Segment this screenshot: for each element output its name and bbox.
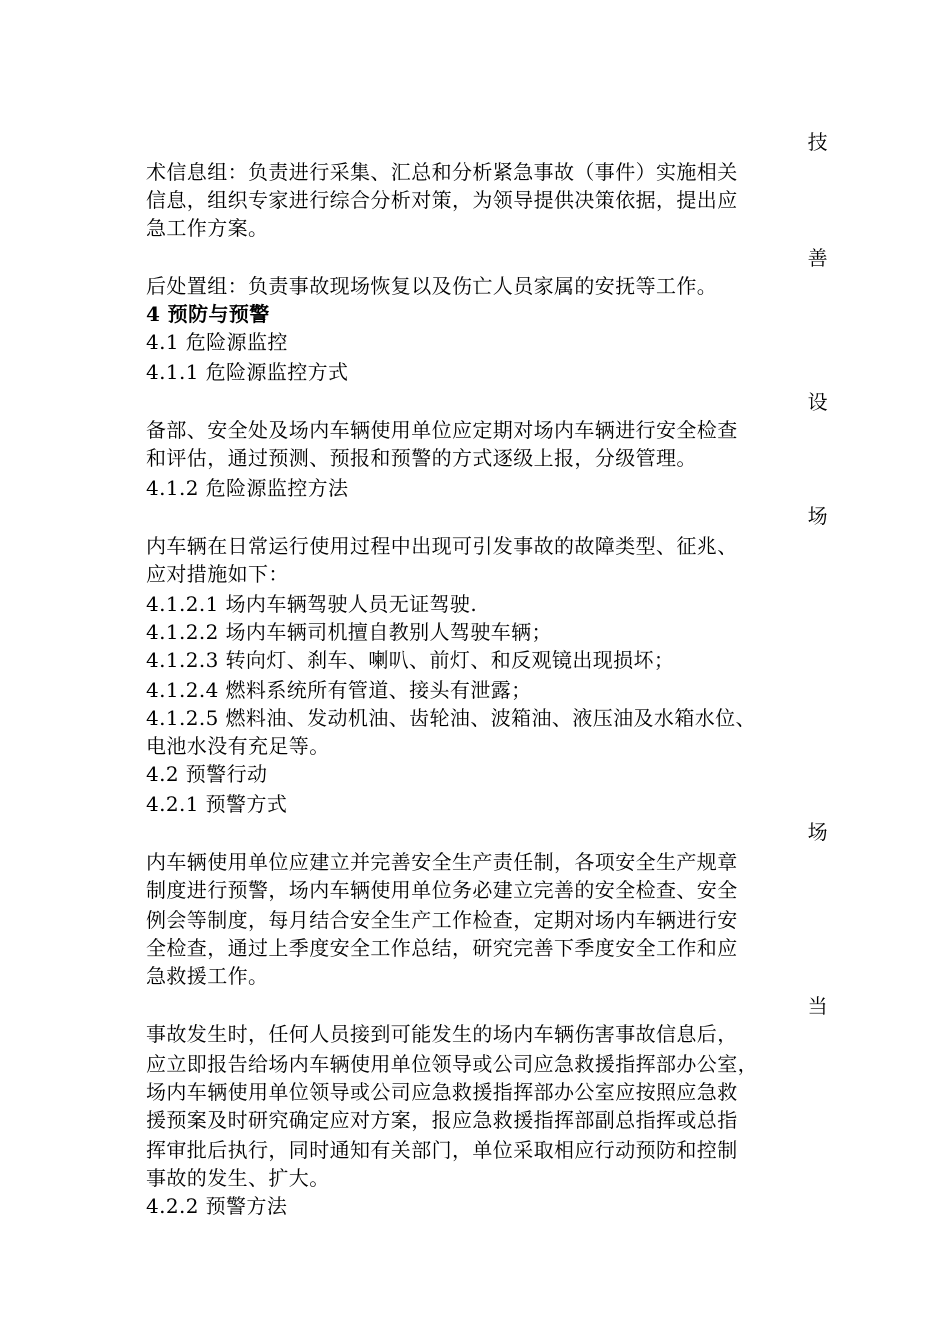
paragraph-lead-char: 场 — [807, 820, 828, 844]
text-line: 事故的发生、扩大。 — [146, 1166, 330, 1190]
paragraph-lead-char: 场 — [807, 504, 828, 528]
text-line: 内车辆使用单位应建立并完善安全生产责任制，各项安全生产规章 — [146, 850, 738, 874]
text-line: 制度进行预警，场内车辆使用单位务必建立完善的安全检查、安全 — [146, 878, 738, 902]
list-item: 4.1.2.2 场内车辆司机擅自教别人驾驶车辆； — [146, 620, 552, 644]
subsection-heading: 4.2.2 预警方法 — [146, 1194, 288, 1218]
paragraph-lead-char: 设 — [807, 390, 828, 414]
text-line: 急工作方案。 — [146, 216, 269, 240]
list-item: 4.1.2.3 转向灯、刹车、喇叭、前灯、和反观镜出现损坏； — [146, 648, 675, 672]
text-line: 例会等制度，每月结合安全生产工作检查，定期对场内车辆进行安 — [146, 908, 738, 932]
paragraph-lead-char: 当 — [807, 994, 828, 1018]
list-item: 4.1.2.4 燃料系统所有管道、接头有泄露； — [146, 678, 532, 702]
text-line: 场内车辆使用单位领导或公司应急救援指挥部办公室应按照应急救 — [146, 1080, 738, 1104]
text-line: 应对措施如下： — [146, 562, 289, 586]
text-line: 挥审批后执行，同时通知有关部门，单位采取相应行动预防和控制 — [146, 1138, 738, 1162]
text-line: 援预案及时研究确定应对方案，报应急救援指挥部副总指挥或总指 — [146, 1108, 738, 1132]
text-line: 事故发生时，任何人员接到可能发生的场内车辆伤害事故信息后， — [146, 1022, 738, 1046]
subsection-heading: 4.1 危险源监控 — [146, 330, 288, 354]
subsection-heading: 4.1.1 危险源监控方式 — [146, 360, 349, 384]
list-item: 4.1.2.5 燃料油、发动机油、齿轮油、波箱油、液压油及水箱水位、 — [146, 706, 756, 730]
document-page — [146, 0, 836, 1344]
text-line: 和评估，通过预测、预报和预警的方式逐级上报，分级管理。 — [146, 446, 697, 470]
text-line: 急救援工作。 — [146, 964, 269, 988]
text-line: 后处置组：负责事故现场恢复以及伤亡人员家属的安抚等工作。 — [146, 274, 718, 298]
subsection-heading: 4.1.2 危险源监控方法 — [146, 476, 349, 500]
text-line: 信息，组织专家进行综合分析对策，为领导提供决策依据，提出应 — [146, 188, 738, 212]
text-line: 术信息组：负责进行采集、汇总和分析紧急事故（事件）实施相关 — [146, 160, 738, 184]
text-line: 备部、安全处及场内车辆使用单位应定期对场内车辆进行安全检查 — [146, 418, 738, 442]
text-line: 内车辆在日常运行使用过程中出现可引发事故的故障类型、征兆、 — [146, 534, 738, 558]
list-item: 4.1.2.1 场内车辆驾驶人员无证驾驶. — [146, 592, 478, 616]
subsection-heading: 4.2 预警行动 — [146, 762, 268, 786]
text-line: 全检查，通过上季度安全工作总结，研究完善下季度安全工作和应 — [146, 936, 738, 960]
section-heading: 4 预防与预警 — [146, 302, 270, 326]
text-line: 电池水没有充足等。 — [146, 734, 330, 758]
text-line: 应立即报告给场内车辆使用单位领导或公司应急救援指挥部办公室， — [146, 1052, 758, 1076]
subsection-heading: 4.2.1 预警方式 — [146, 792, 288, 816]
paragraph-lead-char: 技 — [807, 130, 828, 154]
paragraph-lead-char: 善 — [807, 246, 828, 270]
